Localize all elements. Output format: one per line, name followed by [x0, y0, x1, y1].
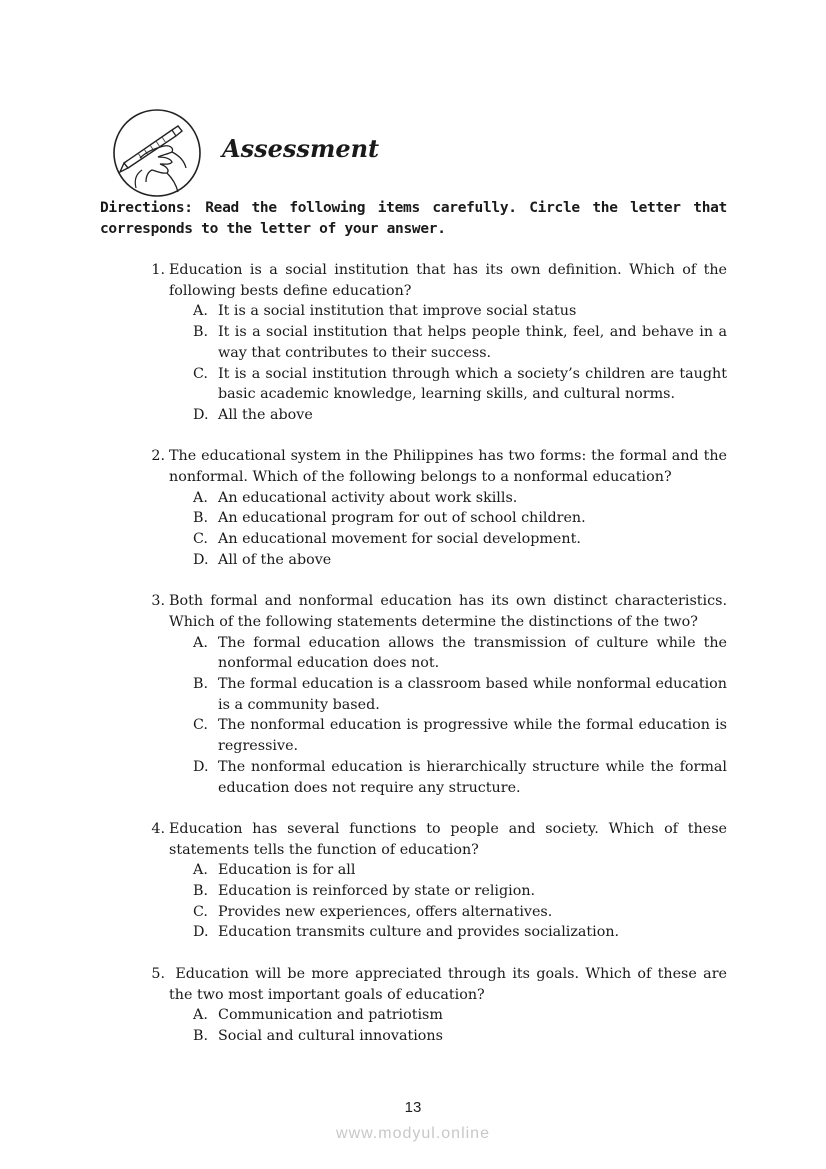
option-a[interactable]	[193, 1005, 727, 1026]
hand-writing-with-pencil-icon	[112, 108, 202, 198]
question-number: 2.	[151, 448, 165, 465]
option-a[interactable]	[193, 488, 727, 509]
option-text: Education is reinforced by state or religion.	[218, 883, 536, 900]
option-letter[interactable]: A.	[193, 489, 208, 506]
option-text: It is a social institution through which a society’s children are taught basic academic knowledge, learning skills, and cultural norms.	[218, 365, 727, 403]
option-letter[interactable]: B.	[193, 324, 209, 341]
directions-text: Directions: Read the following items carefully. Circle the letter that corresponds to the letter of your answer.	[100, 200, 727, 237]
option-letter[interactable]: A.	[193, 634, 208, 651]
option-text: Communication and patriotism	[218, 1007, 443, 1024]
question-text: Education has several functions to people and society. Which of these statements tells the function of education?	[169, 820, 727, 858]
option-letter[interactable]: B.	[193, 1027, 209, 1044]
option-letter[interactable]: C.	[193, 717, 208, 734]
question-text: Education is a social institution that has its own definition. Which of the following bests define education?	[169, 262, 727, 299]
option-list	[193, 860, 727, 943]
question-item	[143, 819, 727, 943]
question-number: 4.	[151, 820, 165, 837]
option-d[interactable]	[193, 405, 727, 426]
option-list	[193, 488, 727, 571]
option-a[interactable]	[193, 301, 727, 322]
page-title: Assessment	[222, 134, 380, 163]
option-letter[interactable]: B.	[193, 510, 209, 527]
option-letter[interactable]: B.	[193, 676, 209, 693]
option-letter[interactable]: D.	[193, 551, 209, 568]
option-text: It is a social institution that improve social status	[218, 303, 577, 320]
option-text: The nonformal education is progressive while the formal education is regressive.	[218, 717, 727, 755]
option-b[interactable]	[193, 508, 727, 529]
option-a[interactable]	[193, 633, 727, 674]
question-text: The educational system in the Philippines has two forms: the formal and the nonformal. Which of the following belongs to a nonformal education?	[169, 448, 727, 486]
option-letter[interactable]: C.	[193, 365, 208, 382]
option-d[interactable]	[193, 757, 727, 798]
question-item	[143, 591, 727, 798]
question-number: 3.	[151, 593, 165, 610]
question-list	[143, 260, 732, 1067]
option-b[interactable]	[193, 881, 727, 902]
option-letter[interactable]: A.	[193, 303, 208, 320]
question-item	[143, 964, 732, 1047]
option-text: All the above	[218, 406, 313, 423]
option-c[interactable]	[193, 902, 727, 923]
option-c[interactable]	[193, 364, 727, 405]
option-text: The formal education is a classroom based while nonformal education is a community based.	[218, 676, 727, 713]
option-list	[193, 633, 727, 799]
option-b[interactable]	[193, 322, 727, 363]
question-text: Both formal and nonformal education has its own distinct characteristics. Which of the following statements determine the distinctions of the two?	[169, 593, 727, 630]
option-text: Provides new experiences, offers alternatives.	[218, 903, 553, 920]
option-letter[interactable]: A.	[193, 1007, 208, 1024]
option-text: An educational movement for social development.	[218, 531, 581, 548]
option-letter[interactable]: C.	[193, 531, 208, 548]
option-text: All of the above	[218, 551, 332, 568]
option-d[interactable]	[193, 922, 727, 943]
option-text: Education is for all	[218, 862, 356, 879]
question-number: 1.	[151, 262, 165, 278]
option-letter[interactable]: C.	[193, 903, 208, 920]
option-c[interactable]	[193, 715, 727, 756]
option-b[interactable]	[193, 674, 727, 715]
option-text: The nonformal education is hierarchically structure while the formal education does not require any structure.	[218, 758, 727, 796]
option-text: The formal education allows the transmission of culture while the nonformal education does not.	[218, 634, 727, 672]
option-text: Education transmits culture and provides socialization.	[218, 924, 620, 941]
option-text: Social and cultural innovations	[218, 1027, 443, 1044]
option-text: It is a social institution that helps people think, feel, and behave in a way that contributes to their success.	[218, 324, 727, 361]
option-list	[193, 301, 727, 425]
option-text: An educational activity about work skills.	[218, 489, 518, 506]
option-d[interactable]	[193, 550, 727, 571]
option-letter[interactable]: B.	[193, 883, 209, 900]
option-b[interactable]	[193, 1026, 727, 1047]
option-letter[interactable]: D.	[193, 758, 209, 775]
option-letter[interactable]: A.	[193, 862, 208, 879]
option-letter[interactable]: D.	[193, 924, 209, 941]
question-item	[143, 260, 727, 426]
option-letter[interactable]: D.	[193, 406, 209, 423]
question-text: Education will be more appreciated through its goals. Which of these are the two most important goals of education?	[169, 965, 732, 1003]
watermark: www.modyul.online	[336, 1125, 490, 1142]
option-list	[193, 1005, 727, 1046]
option-c[interactable]	[193, 529, 727, 550]
option-a[interactable]	[193, 860, 727, 881]
question-item	[143, 446, 727, 570]
option-text: An educational program for out of school children.	[218, 510, 586, 527]
question-number: 5.	[151, 965, 165, 982]
page-number: 13	[404, 1099, 422, 1116]
